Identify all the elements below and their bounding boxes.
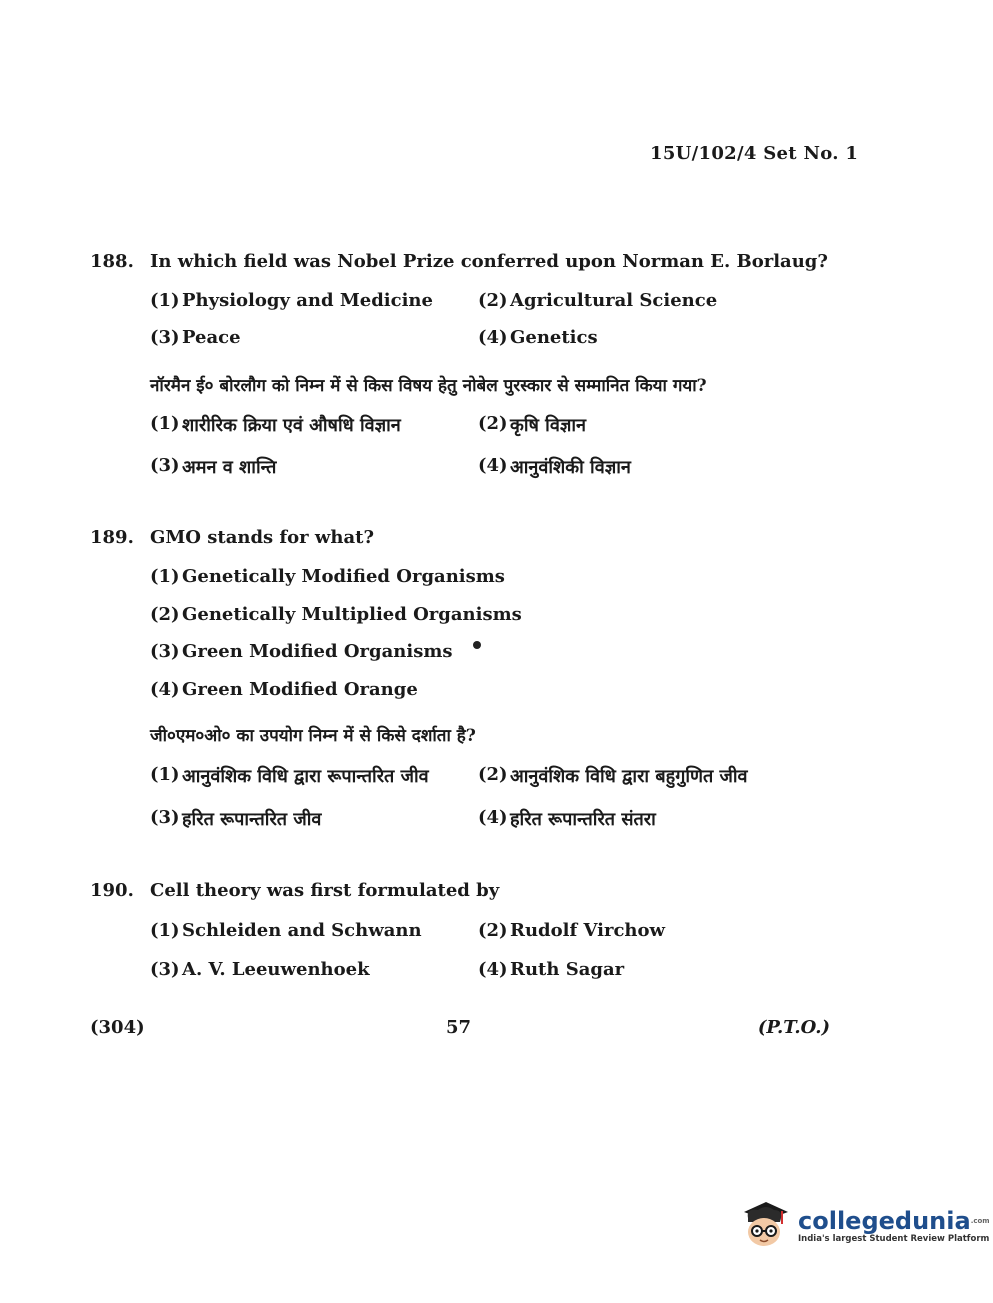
- option-3-hindi: (3) अमन व शान्ति: [150, 455, 277, 478]
- option-1: (1) Genetically Modified Organisms: [150, 566, 505, 588]
- option-1-hindi: (1) आनुवंशिक विधि द्वारा रूपान्तरित जीव: [150, 764, 429, 787]
- option-3-hindi: (3) हरित रूपान्तरित जीव: [150, 807, 322, 830]
- question-188: [90, 251, 850, 488]
- option-4-hindi: (4) हरित रूपान्तरित संतरा: [478, 807, 656, 830]
- question-190: [90, 880, 850, 989]
- question-text: Cell theory was first formulated by: [150, 880, 500, 901]
- option-4-hindi: (4) आनुवंशिकी विज्ञान: [478, 455, 631, 478]
- option-2: (2) Agricultural Science: [478, 290, 718, 311]
- mascot-icon: [736, 1198, 792, 1254]
- question-text: In which field was Nobel Prize conferred upon Norman E. Borlaug?: [150, 251, 828, 272]
- question-number: 190.: [90, 880, 134, 901]
- option-3: (3) A. V. Leeuwenhoek: [150, 959, 370, 980]
- collegedunia-watermark: [736, 1195, 990, 1257]
- option-2: (2) Genetically Multiplied Organisms: [150, 603, 522, 625]
- set-number: 15U/102/4 Set No. 1: [650, 143, 859, 164]
- options-hindi: [150, 404, 850, 488]
- question-text-hindi: जी०एम०ओ० का उपयोग निम्न में से किसे दर्शाता है?: [150, 725, 476, 746]
- options-english: [150, 558, 850, 708]
- brand-tagline: India's largest Student Review Platform: [798, 1234, 990, 1244]
- option-3: (3) Green Modified Organisms: [150, 641, 453, 663]
- option-2-hindi: (2) कृषि विज्ञान: [478, 413, 587, 436]
- option-2-hindi: (2) आनुवंशिक विधि द्वारा बहुगुणित जीव: [478, 764, 748, 787]
- brand-suffix: .com: [970, 1217, 990, 1225]
- option-4: (4) Genetics: [478, 327, 598, 348]
- option-3: (3) Peace: [150, 327, 241, 348]
- options-hindi: [150, 754, 850, 840]
- question-number: 189.: [90, 527, 134, 548]
- question-text-hindi: नॉरमैन ई० बोरलौग को निम्न में से किस विषय हेतु नोबेल पुरस्कार से सम्मानित किया गया?: [150, 375, 707, 396]
- brand-name: collegedunia: [798, 1207, 971, 1235]
- scan-speck: [473, 641, 481, 649]
- option-2: (2) Rudolf Virchow: [478, 920, 666, 941]
- option-4: (4) Ruth Sagar: [478, 959, 625, 980]
- question-text: GMO stands for what?: [150, 527, 375, 548]
- pto-label: (P.T.O.): [757, 1017, 830, 1038]
- option-4: (4) Green Modified Orange: [150, 678, 418, 700]
- page-number: 57: [446, 1017, 472, 1038]
- option-1: (1) Physiology and Medicine: [150, 290, 433, 311]
- options-english: [150, 282, 850, 356]
- options-english: [150, 911, 850, 989]
- paper-code: (304): [90, 1017, 145, 1038]
- option-1: (1) Schleiden and Schwann: [150, 920, 422, 941]
- question-189: [90, 527, 850, 840]
- page-footer: [90, 1017, 830, 1041]
- option-1-hindi: (1) शारीरिक क्रिया एवं औषधि विज्ञान: [150, 413, 401, 436]
- question-number: 188.: [90, 251, 134, 272]
